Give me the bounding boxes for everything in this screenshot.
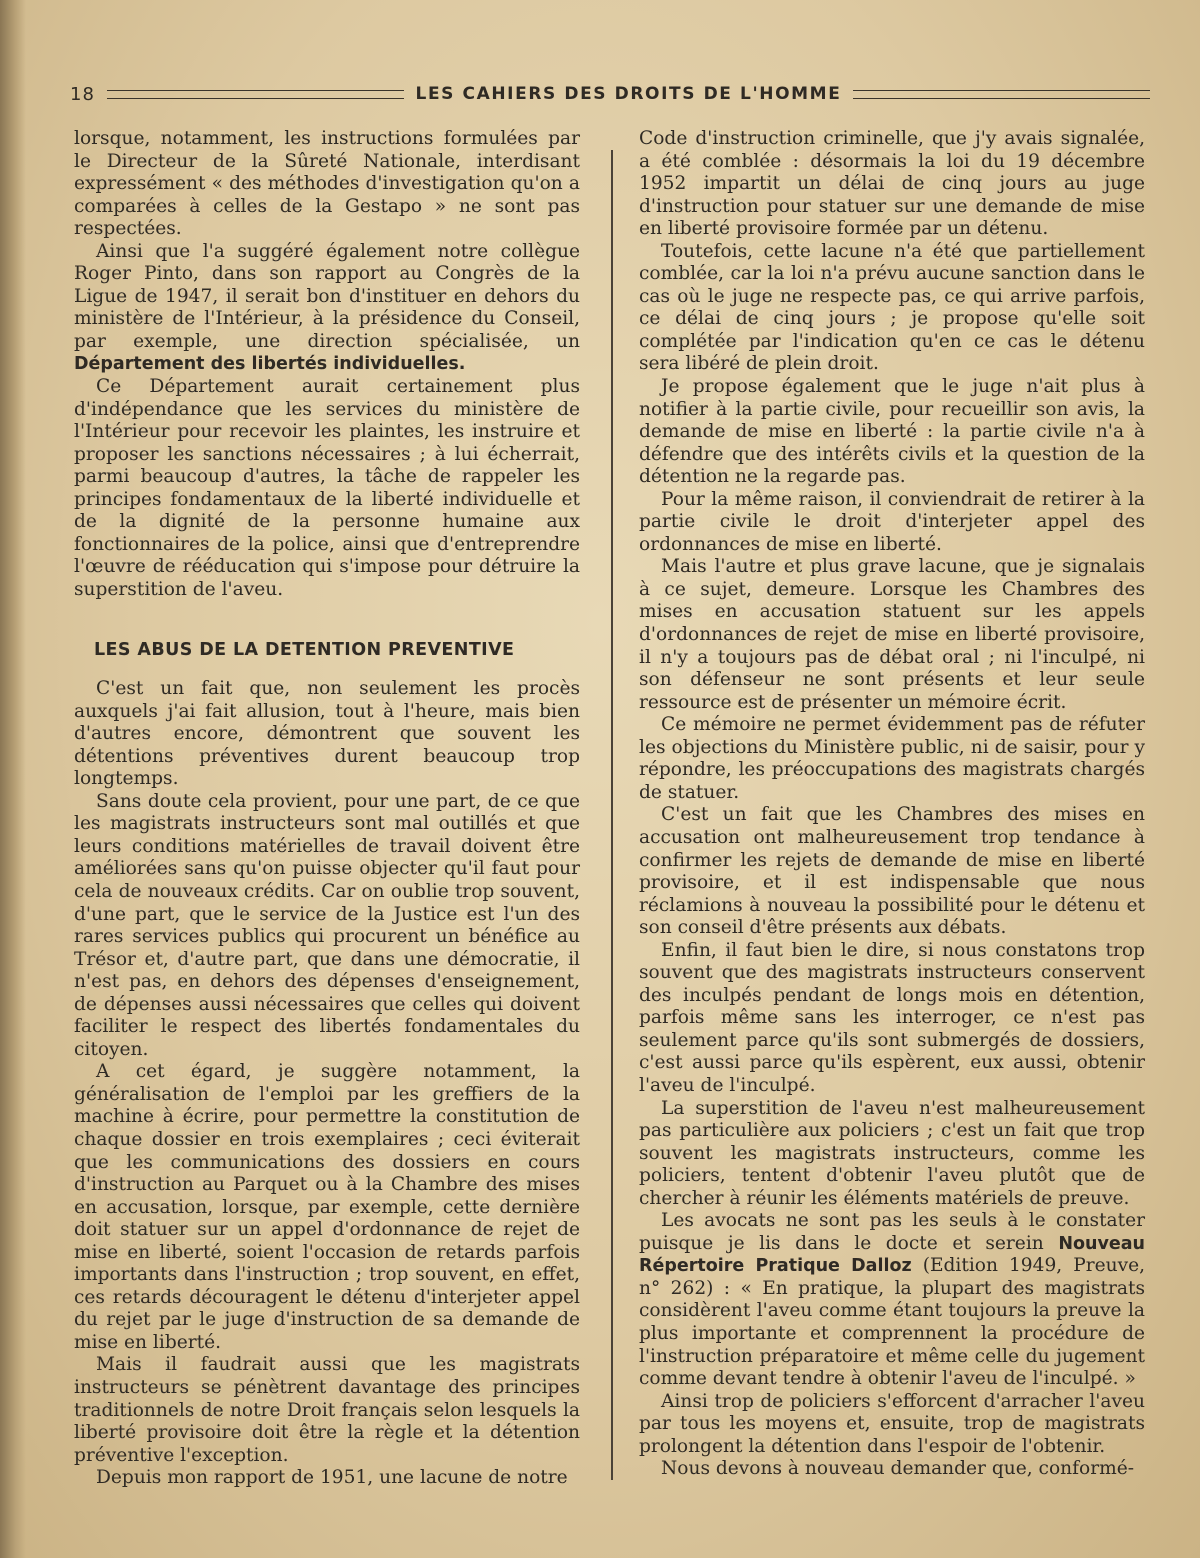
paragraph xyxy=(74,241,580,376)
paragraph: Pour la même raison, il conviendrait de retirer à la partie civile le droit d'interjeter appel des ordonnances de mise en liberté. xyxy=(639,488,1145,555)
paragraph: Sans doute cela provient, pour une part, de ce que les magistrats instructeurs sont mal outillés et que leurs conditions matérielles de travail doivent être améliorées sans qu'on puisse objecter qu'il faut pour cela de nouveaux crédits. Car on oublie trop souvent, d'une part, que le service de la Justice est l'un des rares services publics qui procurent un bénéfice au Trésor et, d'autre part, que dans une démocratie, il n'est pas, en dehors des dépenses d'enseignement, de dépenses aussi nécessaires que celles qui doivent faciliter le respect des libertés fondamentales du citoyen. xyxy=(74,790,580,1060)
page-header xyxy=(70,82,1150,106)
paragraph: C'est un fait que, non seulement les procès auxquels j'ai fait allusion, tout à l'heure, mais bien d'autres encore, démontrent que souvent les détentions préventives durent beaucoup trop longtemps. xyxy=(74,678,580,790)
section-heading: LES ABUS DE LA DETENTION PREVENTIVE xyxy=(94,640,515,661)
paragraph: Mais il faudrait aussi que les magistrats instructeurs se pénètrent davantage des principes traditionnels de notre Droit français selon lesquels la liberté provisoire doit être la règle et la détention préventive l'exception. xyxy=(74,1354,580,1466)
paragraph: La superstition de l'aveu n'est malheureusement pas particulière aux policiers ; c'est un fait que trop souvent les magistrats instructeurs, comme les policiers, tentent d'obtenir l'aveu plutôt que de chercher à réunir les éléments matériels de preuve. xyxy=(639,1097,1145,1209)
paragraph: Mais l'autre et plus grave lacune, que je signalais à ce sujet, demeure. Lorsque les Chambres des mises en accusation statuent sur les appels d'ordonnances de rejet de mise en liberté provisoire, il n'y a toujours pas de débat oral ; ni l'inculpé, ni son défenseur ne sont présents et leur seule ressource est de présenter un mémoire écrit. xyxy=(639,556,1145,713)
right-column xyxy=(639,128,1145,1481)
left-column xyxy=(74,128,580,1490)
running-title: LES CAHIERS DES DROITS DE L'HOMME xyxy=(415,84,842,104)
paragraph: lorsque, notamment, les instructions formulées par le Directeur de la Sûreté Nationale, interdisant expressément « des méthodes d'investigation qu'on a comparées à celles de la Gestapo » ne sont pas respectées. xyxy=(74,128,580,240)
paragraph: Ce mémoire ne permet évidemment pas de réfuter les objections du Ministère public, ni de saisir, pour y répondre, les préoccupations des magistrats chargés de statuer. xyxy=(639,714,1145,803)
header-rule-left xyxy=(107,90,404,99)
paragraph: Ce Département aurait certainement plus d'indépendance que les services du ministère de l'Intérieur pour recevoir les plaintes, les instruire et proposer les sanctions nécessaires ; à lui écherrait, parmi beaucoup d'autres, la tâche de rappeler les principes fondamentaux de la liberté individuelle et de la dignité de la personne humaine aux fonctionnaires de la police, ainsi que d'entreprendre l'œuvre de rééducation qui s'impose pour détruire la superstition de l'aveu. xyxy=(74,376,580,600)
page-number: 18 xyxy=(70,83,95,105)
paragraph: Toutefois, cette lacune n'a été que partiellement comblée, car la loi n'a prévu aucune sanction dans le cas où le juge ne respecte pas, ce qui arrive parfois, ce délai de cinq jours ; je propose qu'elle soit complétée par l'indication qu'en ce cas le détenu sera libéré de plein droit. xyxy=(639,240,1145,375)
paragraph: C'est un fait que les Chambres des mises en accusation ont malheureusement trop tendance à confirmer les rejets de demande de mise en liberté provisoire, et il est indispensable que nous réclamions à nouveau la possibilité pour le détenu et son conseil d'être présents aux débats. xyxy=(639,804,1145,939)
paragraph-text: Les avocats ne sont pas les seuls à le constater puisque je lis dans le docte et serein xyxy=(639,1210,1145,1254)
paragraph: Code d'instruction criminelle, que j'y avais signalée, a été comblée : désormais la loi du 19 décembre 1952 impartit un délai de cinq jours au juge d'instruction pour statuer sur une demande de mise en liberté provisoire formée par un détenu. xyxy=(639,128,1145,240)
paragraph: Je propose également que le juge n'ait plus à notifier à la partie civile, pour recueillir son avis, la demande de mise en liberté : la partie civile n'a à défendre que des intérêts civils et la question de la détention ne la regarde pas. xyxy=(639,376,1145,488)
paragraph-text: (Edition 1949, Preuve, n° 262) : « En pratique, la plupart des magistrats considèrent l'aveu comme étant toujours la preuve la plus importante et comprennent la procédure de l'instruction préparatoire et même celle du jugement comme devant tendre à obtenir l'aveu de l'inculpé. » xyxy=(639,1255,1145,1390)
paragraph: Nous devons à nouveau demander que, conformé- xyxy=(661,1458,1135,1480)
binding-edge xyxy=(0,0,26,1558)
paragraph: Enfin, il faut bien le dire, si nous constatons trop souvent que des magistrats instructeurs conservent des inculpés pendant de longs mois en détention, parfois même sans les interroger, ce n'est pas seulement parce qu'ils sont submergés de dossiers, c'est aussi parce qu'ils espèrent, eux aussi, obtenir l'aveu de l'inculpé. xyxy=(639,939,1145,1096)
paragraph: Ainsi trop de policiers s'efforcent d'arracher l'aveu par tous les moyens et, ensuite, trop de magistrats prolongent la détention dans l'espoir de l'obtenir. xyxy=(639,1390,1145,1457)
paragraph xyxy=(639,1210,1145,1390)
paragraph: A cet égard, je suggère notamment, la généralisation de l'emploi par les greffiers de la machine à écrire, pour permettre la constitution de chaque dossier en trois exemplaires ; ceci éviterait que les communications des dossiers en cours d'instruction au Parquet ou à la Chambre des mises en accusation, lorsque, par exemple, cette dernière doit statuer sur un appel d'ordonnance de rejet de mise en liberté, soient l'occasion de retards parfois importants dans l'instruction ; trop souvent, en effet, ces retards découragent le détenu d'interjeter appel du rejet par le juge d'instruction de sa demande de mise en liberté. xyxy=(74,1061,580,1353)
paragraph-text: Ainsi que l'a suggéré également notre collègue Roger Pinto, dans son rapport au Congrès de la Ligue de 1947, il serait bon d'instituer en dehors du ministère de l'Intérieur, à la présidence du Conseil, par exemple, une direction spécialisée, un xyxy=(74,240,580,352)
emphasis-text: Département des libertés individuelles. xyxy=(74,354,466,375)
emphasis-text: Nouveau Répertoire Pratique Dalloz xyxy=(639,1233,1145,1277)
column-divider xyxy=(611,150,613,1480)
header-rule-right xyxy=(853,90,1150,99)
paragraph: Depuis mon rapport de 1951, une lacune de notre xyxy=(96,1467,568,1489)
